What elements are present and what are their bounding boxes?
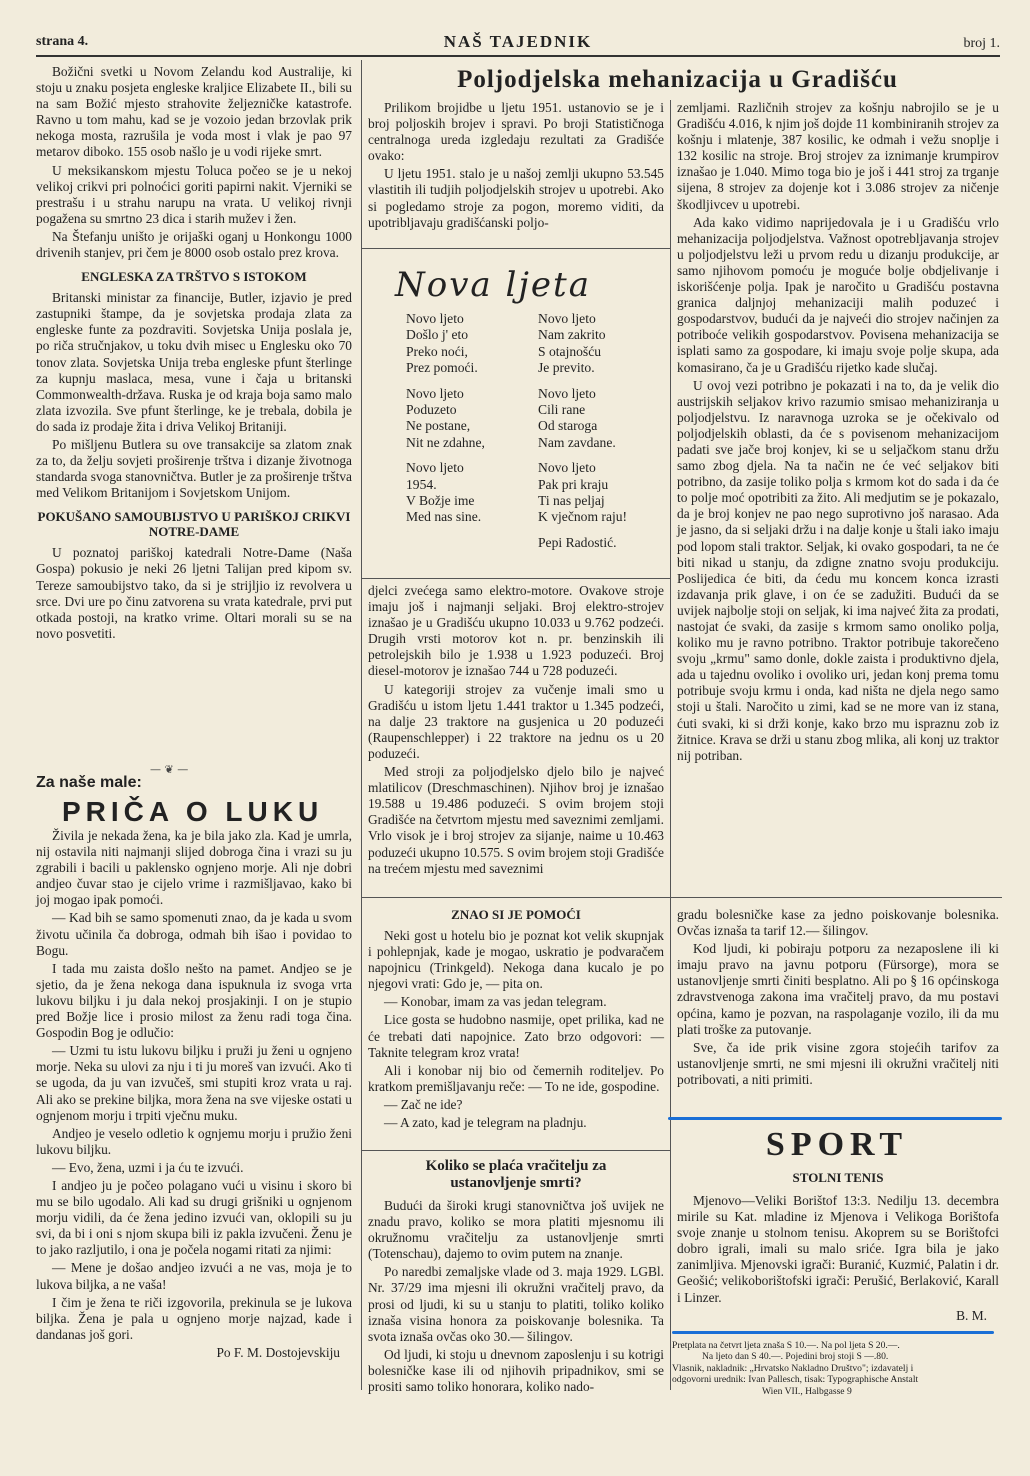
article-paragraph: — Zač ne ide? [384,1096,463,1112]
story-title: PRIČA O LUKU [62,796,324,827]
article-paragraph: U meksikanskom mjestu Toluca počeo se je u nekoj velikoj crikvi pri polnoćici goriti papirni nakit. Vjerniki se prestrašu i u strahu narupu na vrata. U velikoj rivnji pogažena su smrtno 23 dica i starih mužev i žen. [36,162,352,226]
article-paragraph: U poznatoj pariškoj katedrali Notre-Dame (Naša Gospa) pokusio je neki 26 ljetni Talijan pred kipom sv. Tereze samoubijstvo tako, da si je strijljio iz revolvera u srce. Dvi ure po činu zatvorena su vrata katedrale, prvi put otkada postoji, na kratko vrime. Oltari morali su se na novo posvetiti. [36,545,352,641]
article-paragraph: Na Štefanju uništo je orijaški oganj u Honkongu 1000 drivenih stanjev, pri čem je 8000 osob ostalo prez krova. [36,228,352,261]
poem-line: Novo ljeto [406,311,464,326]
story-paragraph: I čim je žena te riči izgovorila, prekinula se je lukova biljka. Žena je pala u ognjeno morje najzad, kade i dandanas još gori. [36,1294,352,1342]
page-header [36,30,1000,54]
sport-subheading: STOLNI TENIS [792,1170,884,1185]
poem-line: Novo ljeto [538,385,596,401]
article-paragraph: Mjenovo—Veliki Borištof 13:3. Nedilju 13. decembra mirile su Kat. mladine iz Mjenova i Velikoga Borištofa svoje znanje u stolnom tenisu. Akoprem su se Borištofci dobro igrali, imali su malo sriće. Igra bila je jako zanimljiva. Mjenovski igrači: Buranić, Kuzmić, Palatin i dr. Geošić; velikoborištofski igrači: Perušić, Berlaković, Karall i Linzer. [677,1193,999,1305]
story-column [36,828,352,1363]
poem-line: Med nas sine. [406,509,482,525]
poem-stanza [538,311,627,377]
poem-line: Nit ne zdahne, [406,434,485,450]
section-heading: POKUŠANO SAMOUBIJSTVO U PARIŠKOJ CRIKVI NOTRE-DAME [37,509,351,540]
story-paragraph: — Uzmi tu istu lukovu biljku i pruži ju ženi u ognjeno morje. Neka su ulovi za nju i ti ju moreš van izvući. Ako ti se ugoda, da ju van izvučeš, smi stupiti kroz vrata u raj. Ali ako se prekine biljka, mora žena na sve vijeske ostati u ognjenom morju i trpiti vječnu muku. [36,1043,352,1123]
poem-line: S otajnošću [538,343,602,359]
left-column [36,64,352,644]
poem-line: Novo ljeto [538,460,596,476]
story-paragraph: Andjeo je veselo odletio k ognjemu morju i pružio ženi lukovu biljku. [36,1125,352,1157]
story-signature: Po F. M. Dostojevskiju [216,1344,340,1360]
poem-line: Ne postane, [406,418,471,434]
mechanization-continued [368,583,664,879]
poem-line: Prez pomoći. [406,360,478,376]
poem-right-column [538,311,627,551]
koliko-continued [677,907,999,1090]
section-heading: ENGLESKA ZA TRŠTVO S ISTOKOM [81,269,307,285]
article-paragraph: — A zato, kad je telegram na pladnju. [384,1115,587,1131]
story-header [36,774,356,828]
sport-signature: B. M. [956,1307,987,1323]
mechanization-right [677,100,999,766]
section-heading: Koliko se plaća vračitelju za ustanovljenje smrti? [425,1158,607,1191]
article-paragraph: Budući da široki krugi stanovničtva još uvijek ne znadu pravo, koliko se mora platiti mjesnomu ili okružnomu vračitelju za ustanovljenje smrti (Totenschau), dajemo to ovim putem na znanje. [368,1198,664,1262]
poem-line: Novo ljeto [406,460,464,476]
poem-line: Preko noći, [406,343,468,359]
ornament-divider: — ❦ — [150,763,189,776]
poem-line: Ti nas peljaj [538,493,605,509]
imprint-line: odgovorni urednik: Ivan Pallesch, tisak: Typographische Anstalt [672,1374,919,1386]
article-paragraph: Ali i konobar nij bio od čemernih roditeljev. Po kratkom premišljavanju reče: — To ne ide, gospodine. [368,1062,664,1094]
imprint [672,1340,1002,1397]
article-paragraph: — Konobar, imam za vas jedan telegram. [384,994,607,1010]
poem-title: Nova ljeta [395,265,591,305]
issue-number: broj 1. [963,36,1000,51]
column-rule-left [361,60,362,1390]
poem-author: Pepi Radostić. [538,534,617,550]
column-rule-right [670,100,671,1390]
poem-stanza [406,460,485,526]
article-paragraph: gradu bolesničke kase za jedno poiskovanje bolesnika. Ovčas iznaša ta tarif 12.— šilingov. [677,907,999,939]
header-rule [36,55,1000,57]
main-headline: Poljodjelska mehanizacija u Gradišću [457,66,898,93]
imprint-line: Wien VII., Halbgasse 9 [762,1385,852,1397]
article-paragraph: Po naredbi zemaljske vlade od 3. maja 1929. LGBl. Nr. 37/29 ima mjesni ili okružni vračitelj pravo, da prosi od ljudi, ki su u stanju to platiti, toliko koliko iznaša visina honora za poiskovanje bolesnika. Ta svota iznaša ovčas oko 30.— šilingov. [368,1264,664,1344]
poem-stanza [406,311,485,377]
koliko-article [368,1158,664,1397]
poem-line: V Božje ime [406,493,475,509]
poem-stanza [538,460,627,526]
article-paragraph: Po mišljenu Butlera su ove transakcije sa zlatom znak za to, da želju sovjeti proširenje trštva i dizanje životnoga standarda svoga stanovničtva. Butler je za proširenje trštva med Velikom Britanijom i Sovjetskom Unijom. [36,436,352,501]
poem-line: Je previto. [538,360,595,376]
poem-line: Poduzeto [406,402,457,418]
article-paragraph: Božični svetki u Novom Zelandu kod Australije, ki stoju u znaku posjeta engleske kraljice Elizabete II., bili su na sam Božić mjesto strahovite željezničke katastrofe. Ravno u tom mahu, kad se je vozoio jedan brzovlak prik nekoga mosta, razrušila je voda most i vlak je pao 97 metarov diboko. 155 osob našlo je u vodi rijeke smrt. [36,64,352,160]
poem-line: Novo ljeto [406,385,464,401]
story-paragraph: — Kad bih se samo spomenuti znao, da je kada u svom životu učinila ča dobroga, odmah bih išao i povidao to Bogu. [36,910,352,958]
story-paragraph: I andjeo ju je počeo polagano vući u visinu i skoro bi mu se bilo ugodalo. Ali kad su drugi grišniki u ognjenom morju vidili, da će žena jedino izvući van, oklopili su ju svi, da bi i oni s njom skupa bili iz pakla izvučeni. Ženu je to jako razljutilo, i ona je počela nogami ritati za njimi: [36,1177,352,1258]
poem-stanza [406,386,485,452]
poem-line: 1954. [406,476,437,492]
story-paragraph: — Mene je došao andjeo izvući a ne vas, moja je to lukova biljka, a ne vaša! [36,1260,352,1292]
article-paragraph: Kod ljudi, ki pobiraju potporu za nezaposlene ili ki imaju pravo na javnu potporu (Fürsorge), mora se ustanovljenje smrti činiti besplatno. Ali po § 16 općinskoga zdravstvenoga zakona ima vračitelj pravo, da mu postavi općina, kamo je pozvan, na raspolaganje vozilo, ili da mu plati troške za putovanje. [677,941,999,1037]
page-number: strana 4. [36,34,89,49]
poem-line: Nam zavdane. [538,434,616,450]
poem-left-column [406,311,485,535]
section-divider [362,1150,670,1151]
znao-article [368,907,664,1133]
poem-line: Nam zakrito [538,327,606,343]
article-paragraph: Ada kako vidimo naprijedovala je i u Gradišću vrlo mehanizacija poljodjelstva. Važnost opotrebljavanja strojev u poljodjelstvu leži u prvom redu u dizanju produkcije, ar samo njihovom pomoću je moguće bolje obdjelivanje i iskorišćenje polja. Ipak je naročito u Gradišću postavna granica daljnjoj mehanizaciji malih poduzeć i gospodarstvov, budući da je najveći dio strojev načinjen za potriboće velikih gospodarstvov. Povisena mehanizacija se isplati samo za gospodare, ki imaju svoje polje skupa, ada komasirano, ča je u Gradišću rijetko kade slučaj. [677,214,999,375]
article-paragraph: U kategoriji strojev za vučenje imali smo u Gradišću u istom ljetu 1.441 traktor u 1.345 podzeći, na dalje 23 traktore na gusjenica u 20 poduzeći (Raupenschlepper) i 22 traktore na jednu os u 20 poduzeći. [368,681,664,761]
imprint-line: Vlasnik, nakladnik: „Hrvatsko Nakladno Društvo"; izdavatelj i [672,1362,914,1374]
article-paragraph: djelci zvećega samo elektro-motore. Ovakove stroje imaju još i najmanji seljaki. Broj elektro-strojev iznašao je u Gradišću ukupno 10.033 u 9.762 podzeći. Drugih vrsti motorov kot n. pr. benzinskih ili petrolejskih bilo je 1.938 u 1.923 poduzeći. Broj diesel-motorov je iznašao 744 u 728 poduzeći. [368,583,664,679]
poem-box-top [362,248,670,249]
article-paragraph: U ovoj vezi potribno je pokazati i na to, da je velik dio austrijskih seljakov krivo razumio smisao mehaniziranja u poljodjelstvu. Iz naravnoga uzroka se je očekivalo od poljodjelskih oblasti, da će s povisenom mehanizacijom padati sve jače broj konjev, ki se u seljačkom stanu držu samo zbog djela. Na ta način ne će već seljakov biti potribno, da zasije toliko polja s krmom kot do sada i da će to polje moć opotribiti za žito. Ali medjutim se je pokazalo, da je broj konjev ne pao nego suprotivno još narasao. Ada je jasno, da si seljaki držu i na dalje konje u štali iako imaju pod lopom stali traktor. Seljak, ki ovako gospodari, ta ne će biti nikad u stanju, da zdigne znatno svoju produkciju. Poslijedica će biti, da ćedu mu koncem konca izrasti izdavanja prik glave, i on će se zadužiti. Budući da se uvijek najbolje stoji on seljak, ki ima najveć žita za prodati, nastojat će svaki, da zasije s krmom samo onoliko polja, koliko mu je ravno potribno. Traktor potribuje takorečeno svoju „krmu" samo donle, dokle zaista i produktivno djela, ada u tajednu ovoliko i ovoliko uri, jedan konj prema tomu potribuje svoju krmu i onda, kad ništa ne djela nego samo stoji u štali. Naročito u zimi, kad se ne more van iz stana, ćuti svaki, ki si drži konje, kako brzo mu ispraznu zob iz žitnice. Krava se drži u stanu zbog mlika, ali konj uz traktor nij potriban. [677,377,999,763]
article-paragraph: Sve, ča ide prik visine zgora stojećih tarifov za ustanovljenje smrti, ne smi mjesni ili okružni vračitelj niti potribovati, a niti primiti. [677,1039,999,1087]
blue-underline [668,1117,1002,1120]
article-paragraph: U ljetu 1951. stalo je u našoj zemlji ukupno 53.545 vlastitih ili tudjih poljodjelskih strojev u upotrebi. Ako si pogledamo stroje za pogon, moremo viditi, da upotribljavaju gradišćanski poljo- [368,166,664,230]
poem-stanza [538,386,627,452]
section-divider [362,897,1002,898]
masthead: NAŠ TAJEDNIK [443,32,593,51]
mechanization-intro [368,100,664,233]
article-paragraph: Med stroji za poljodjelsko djelo bilo je najveć mlatilicov (Dreschmaschinen). Njihov broj je iznašao 19.588 u 19.486 poduzeći. S ovim brojem stoji Gradišće na četvrtom mjestu med saveznimi zemljami. Vrlo visok je i broj strojev za sijanje, naime u 10.463 poduzeći ukupno 10.575. S ovim brojem stoji Gradišće na trećem mjestu med saveznimi [368,764,664,876]
sport-heading: SPORT [765,1126,909,1163]
story-paragraph: — Evo, žena, uzmi i ja ću te izvući. [52,1159,244,1175]
story-kicker: Za naše male: [36,774,142,791]
article-paragraph: Od ljudi, ki stoju u dnevnom zaposlenju i su kotrigi bolesničke kase ili od njihovih pripadnikov, smi se prositi samo toliko honorara, koliko nado- [368,1346,664,1395]
imprint-line: Pretplata na četvrt ljeta znaša S 10.—. Na pol ljeta S 20.—. [672,1340,900,1351]
story-paragraph: Živila je nekada žena, ka je bila jako zla. Kad je umrla, nij ostavila niti najmanji slijed dobroga čina i vrazi su ju zgrabili i bacili u paklensko ognjeno morje. Ali nje dobri andjeo čuvar stao je cijelo vrime i razmišljavao, kako bi joj mogao ipak pomoći. [36,828,352,908]
blue-underline [672,1331,994,1334]
article-paragraph: Lice gosta se hudobno nasmije, opet prilika, kad ne će trebati dati napojnice. Zato brzo odgovori: — Taknite telegram kroz vrata! [368,1012,664,1060]
article-paragraph: Britanski ministar za financije, Butler, izjavio je pred zastupniki štampe, da je sovjetska prodaja zlata za engleske funte za pozdraviti. Sovjetska Unija poslala je, po riča stručnjakov, u toku dvih misec u Englesku oko 70 tonov zlata. Sovjetska Unija treba engleske pfunt šterlinge za kupnju maslaca, mesa, vune i čaja u britanski Commonwealth-država. Ruska je od kraja boja samo malo zlata izvozila. Sve pfunt šterlinge, ke je trebala, dobila je do sada iz prodaje žita i driva Velikoj Britaniji. [36,290,352,434]
poem-line: Pak pri kraju [538,476,609,492]
poem-line: Od staroga [538,418,598,434]
imprint-line: Na ljeto dan S 40.—. Pojedini broj stoji S —.80. [702,1351,889,1363]
poem-line: K vječnom raju! [538,509,628,525]
section-heading: ZNAO SI JE POMOĆI [451,907,581,922]
article-paragraph: Neki gost u hotelu bio je poznat kot velik skupnjak i pohlepnjak, kade je mogao, uskratio je podvaračem napojnicu (Trinkgeld). Nekoga dana kucalo je po njegovi vrati: Gdo je, — pita on. [368,928,664,992]
poem-line: Cili rane [538,402,586,418]
poem-box-bottom [362,578,670,579]
poem-line: Novo ljeto [538,311,596,326]
story-paragraph: I tada mu zaista došlo nešto na pamet. Andjeo se je sjetio, da je žena nekoga dana ispuknula iz svoga vrta lukovu biljku i ju dala nekoj prosjakinji. I on je stupio pred Božje lice i prosio milost za ženu radi toga čina. Gospodin Bog je odlučio: [36,960,352,1041]
article-paragraph: zemljami. Različnih strojev za košnju nabrojilo se je u Gradišću 4.016, k njim još dojde 11 kombiniranih strojev za košnju i mlatenje, 387 kosilic, ke odmah i vežu snoplje i 132 kosilic na stroje. Broj strojev za iznimanje krumpirov iznašao je 1.040. Mimo toga bio je još i 441 stroj za trganje sijena, 8 strojev za dojenje kot i 3.086 strojev za ničenje škodljivcev u upotrebi. [677,100,999,212]
poem-line: Došlo j' eto [406,327,469,343]
article-paragraph: Prilikom brojidbe u ljetu 1951. ustanovio se je i broj poljoskih brojev i spravi. Po broji Statističnoga centralnoga ureda izgledaju rezultati za Gradišće ovako: [368,100,664,164]
sport-article [677,1170,999,1326]
